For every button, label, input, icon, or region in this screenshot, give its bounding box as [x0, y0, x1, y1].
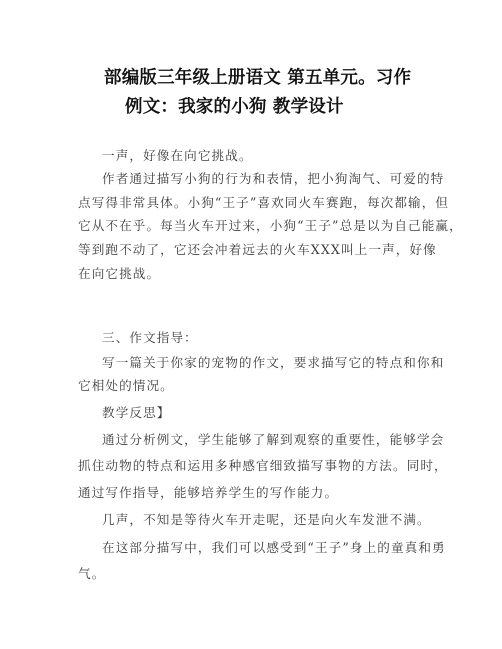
body-line: 它从不在乎。每当火车开过来，小狗“王子”总是以为自己能赢，	[78, 218, 463, 233]
body-line: 抓住动物的特点和运用多种感官细致描写事物的方法。同时，	[78, 458, 448, 473]
body-line: 通过写作指导，能够培养学生的写作能力。	[78, 485, 339, 500]
body-line: 通过分析例文，学生能够了解到观察的重要性，能够学会	[102, 432, 445, 447]
body-line: 在向它挑战。	[78, 266, 161, 281]
body-line: 气。	[78, 566, 106, 581]
document-title-line-2: 例文：我家的小狗 教学设计	[125, 97, 344, 117]
document-title-line-1: 部编版三年级上册语文 第五单元。习作	[104, 68, 412, 88]
body-line: 一声，好像在向它挑战。	[102, 148, 253, 163]
body-line: 写一篇关于你家的宠物的作文，要求描写它的特点和你和	[102, 355, 445, 370]
body-line: 等到跑不动了，它还会冲着远去的火车XXX叫上一声，好像	[78, 242, 437, 257]
body-line: 点写得非常具体。小狗“王子”喜欢同火车赛跑，每次都输，但	[78, 195, 450, 210]
section-heading: 教学反思】	[102, 405, 171, 420]
body-line: 在这部分描写中，我们可以感受到“王子”身上的童真和勇	[102, 540, 446, 555]
body-line: 它相处的情况。	[78, 378, 174, 393]
body-line: 几声，不知是等待火车开走呢，还是向火车发泄不满。	[102, 512, 431, 527]
body-line: 作者通过描写小狗的行为和表情，把小狗淘气、可爱的特	[102, 171, 445, 186]
section-heading: 三、作文指导：	[102, 330, 198, 345]
